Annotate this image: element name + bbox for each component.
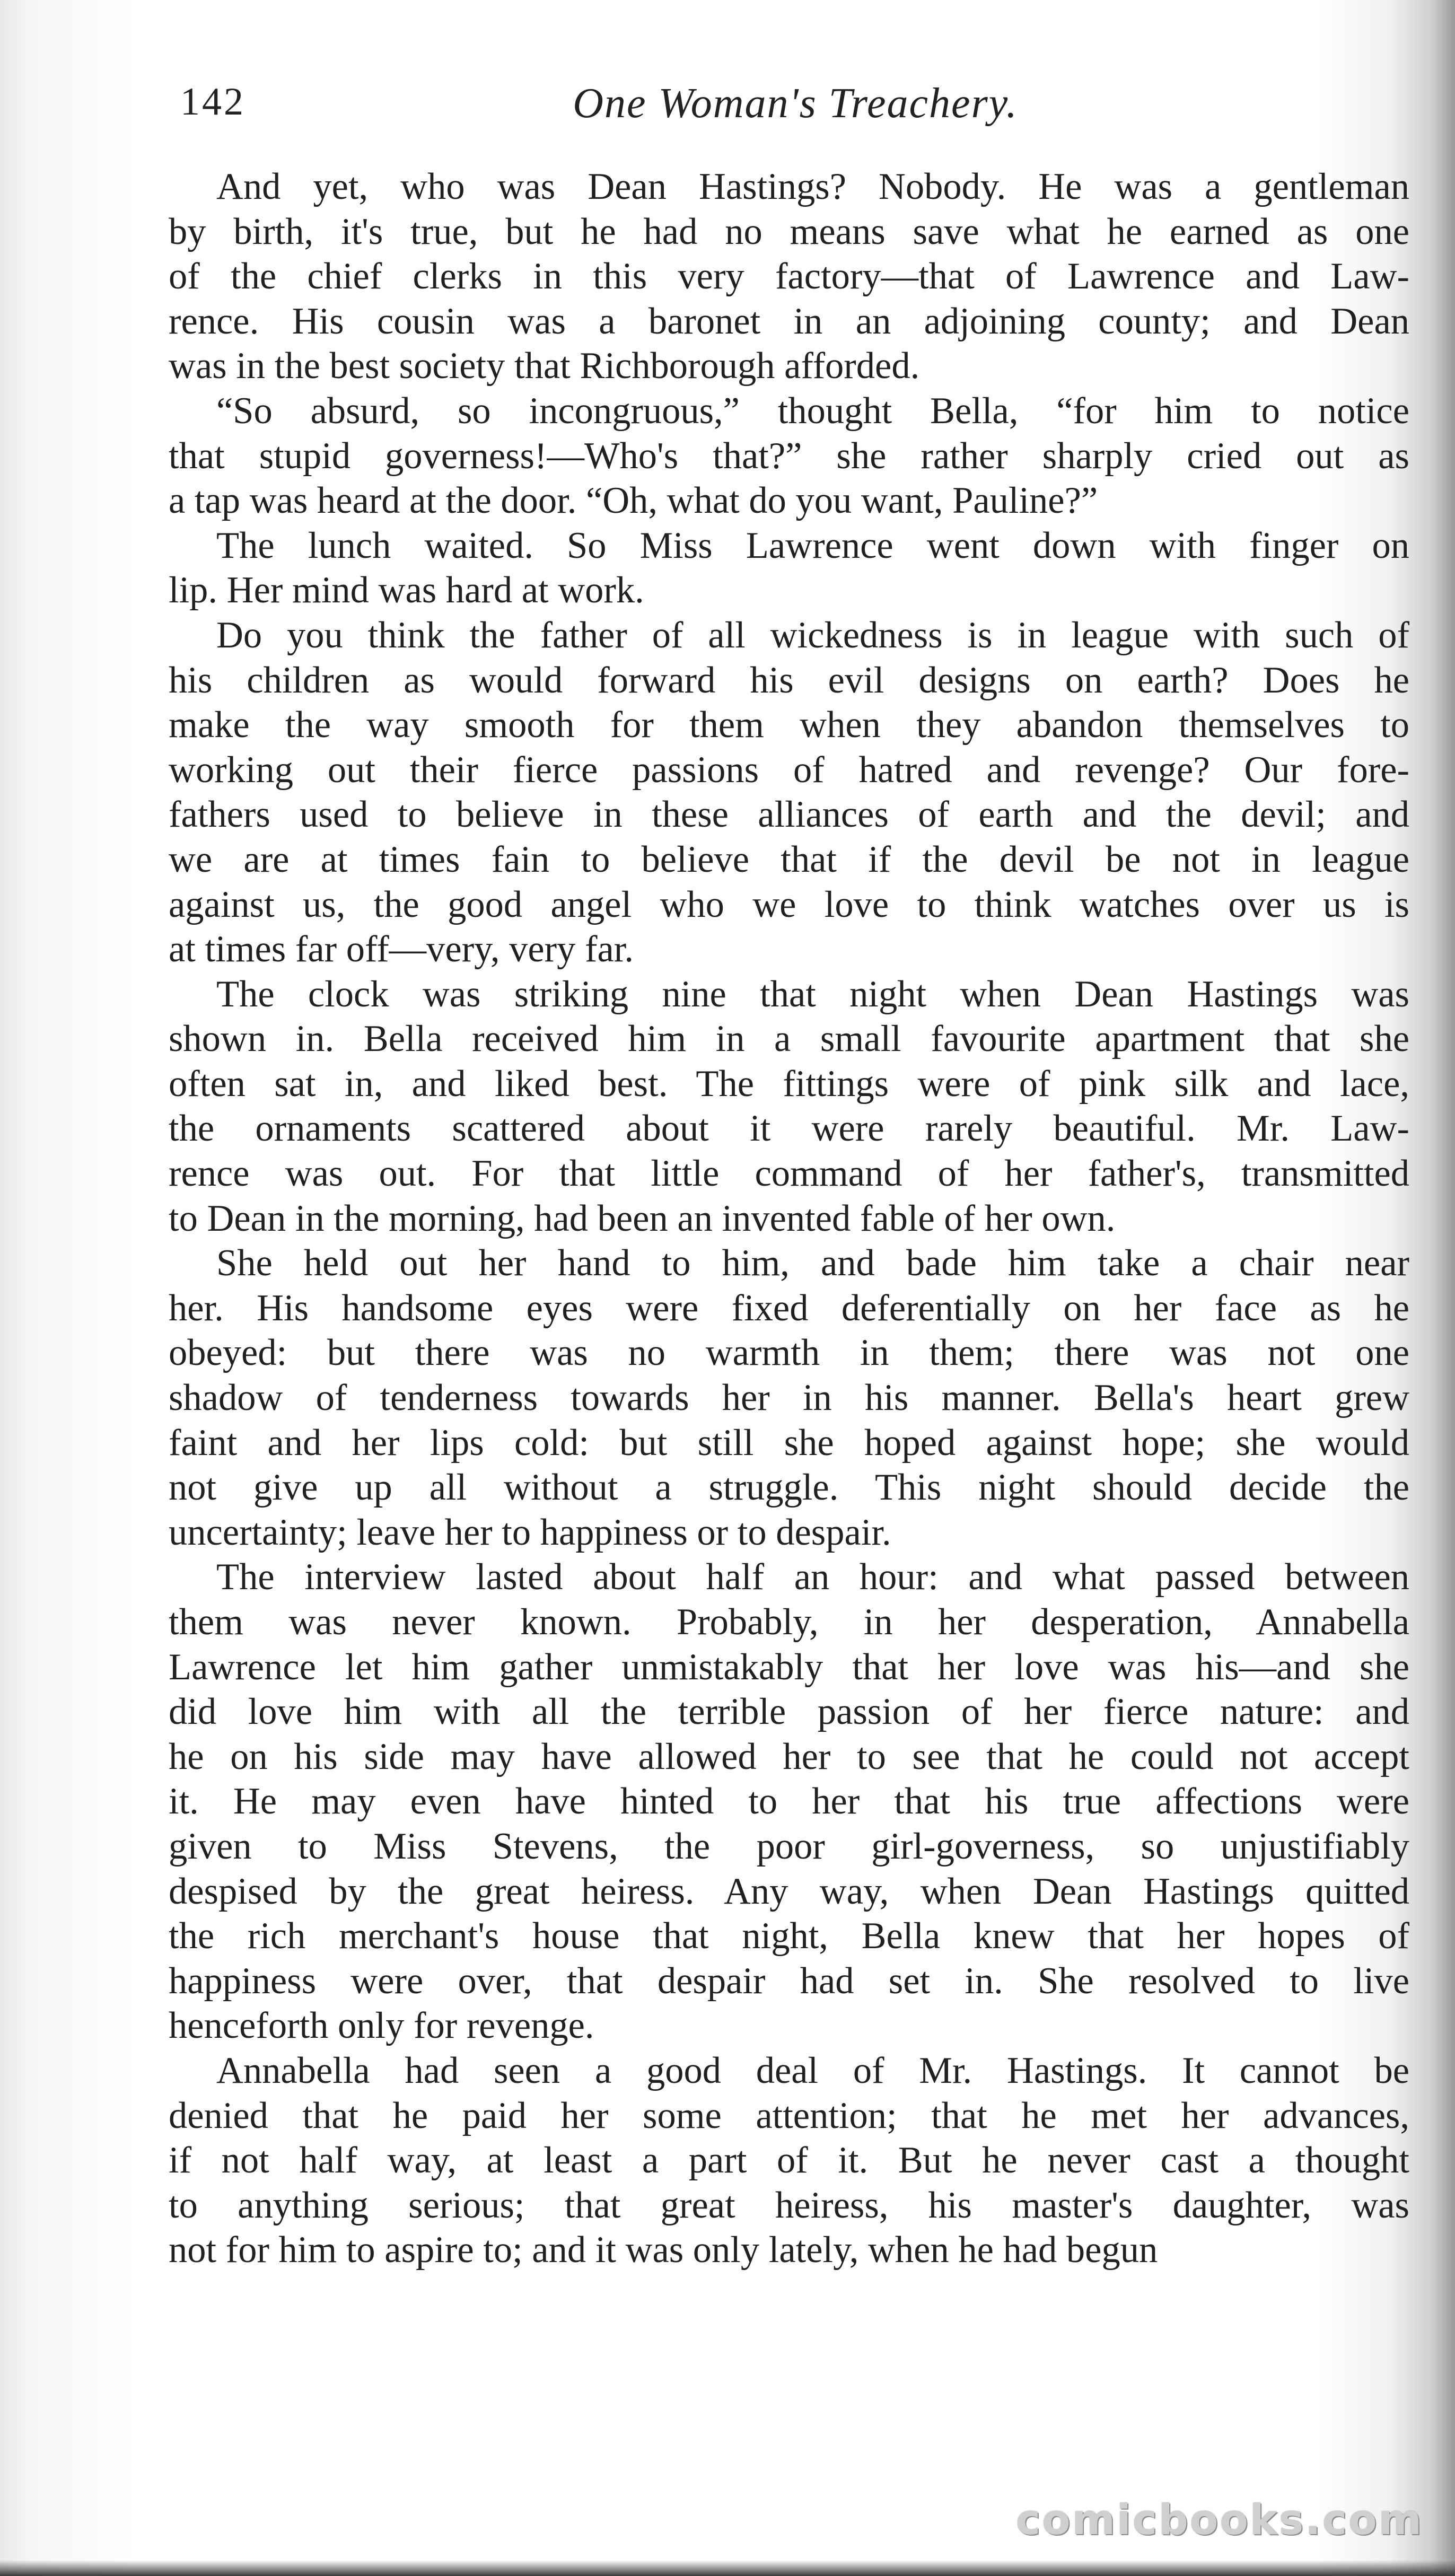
text-line: we are at times fain to believe that if the devil be not in league bbox=[169, 838, 1409, 880]
paragraph bbox=[169, 613, 1409, 972]
text-line: rence. His cousin was a baronet in an adjoining county; and Dean bbox=[169, 300, 1409, 342]
text-line: at times far off—very, very far. bbox=[169, 928, 634, 970]
text-line: working out their fierce passions of hatred and revenge? Our fore- bbox=[169, 749, 1409, 791]
text-line: did love him with all the terrible passion of her fierce nature: and bbox=[169, 1691, 1409, 1733]
text-line: them was never known. Probably, in her desperation, Annabella bbox=[169, 1601, 1409, 1643]
text-line: “So absurd, so incongruous,” thought Bella, “for him to notice bbox=[216, 390, 1409, 432]
page-header bbox=[180, 80, 1410, 138]
text-line: uncertainty; leave her to happiness or to despair. bbox=[169, 1511, 891, 1553]
text-line: And yet, who was Dean Hastings? Nobody. He was a gentleman bbox=[216, 166, 1409, 207]
text-line: by birth, it's true, but he had no means save what he earned as one bbox=[169, 211, 1409, 252]
text-line: henceforth only for revenge. bbox=[169, 2005, 594, 2047]
text-line: She held out her hand to him, and bade him take a chair near bbox=[216, 1242, 1409, 1284]
text-line: Annabella had seen a good deal of Mr. Hastings. It cannot be bbox=[216, 2049, 1409, 2091]
text-line: The interview lasted about half an hour: and what passed between bbox=[216, 1556, 1409, 1598]
text-line: lip. Her mind was hard at work. bbox=[169, 569, 644, 611]
text-line: fathers used to believe in these alliances of earth and the devil; and bbox=[169, 794, 1409, 836]
page-number: 142 bbox=[180, 80, 246, 124]
text-line: not give up all without a struggle. This night should decide the bbox=[169, 1467, 1409, 1509]
text-line: it. He may even have hinted to her that his true affections were bbox=[169, 1781, 1409, 1823]
text-line: her. His handsome eyes were fixed deferentially on her face as he bbox=[169, 1287, 1409, 1329]
watermark: comicbooks.com bbox=[1015, 2496, 1423, 2544]
text-line: of the chief clerks in this very factory—that of Lawrence and Law- bbox=[169, 256, 1409, 297]
page-bottom-edge bbox=[0, 2560, 1455, 2576]
text-line: rence was out. For that little command of her father's, transmitted bbox=[169, 1153, 1409, 1195]
paragraph bbox=[169, 164, 1409, 389]
text-line: shown in. Bella received him in a small favourite apartment that she bbox=[169, 1018, 1409, 1060]
paragraph bbox=[169, 1555, 1409, 2048]
body-text bbox=[169, 164, 1409, 2273]
running-title: One Woman's Treachery. bbox=[573, 80, 1018, 127]
text-line: Lawrence let him gather unmistakably that her love was his—and she bbox=[169, 1646, 1409, 1688]
paragraph bbox=[169, 389, 1409, 523]
text-line: if not half way, at least a part of it. But he never cast a thought bbox=[169, 2140, 1409, 2181]
text-line: against us, the good angel who we love to think watches over us is bbox=[169, 883, 1409, 925]
text-line: to Dean in the morning, had been an invented fable of her own. bbox=[169, 1197, 1116, 1239]
text-line: he on his side may have allowed her to see that he could not accept bbox=[169, 1736, 1409, 1777]
text-line: the rich merchant's house that night, Bella knew that her hopes of bbox=[169, 1915, 1409, 1957]
text-line: denied that he paid her some attention; that he met her advances, bbox=[169, 2095, 1409, 2136]
text-line: despised by the great heiress. Any way, when Dean Hastings quitted bbox=[169, 1870, 1409, 1912]
paragraph bbox=[169, 2048, 1409, 2273]
text-line: often sat in, and liked best. The fittings were of pink silk and lace, bbox=[169, 1063, 1409, 1105]
paragraph bbox=[169, 523, 1409, 613]
text-line: make the way smooth for them when they abandon themselves to bbox=[169, 704, 1409, 746]
text-line: to anything serious; that great heiress, his master's daughter, was bbox=[169, 2184, 1409, 2226]
paragraph bbox=[169, 972, 1409, 1241]
text-line: was in the best society that Richborough afforded. bbox=[169, 345, 920, 387]
text-line: shadow of tenderness towards her in his manner. Bella's heart grew bbox=[169, 1377, 1409, 1419]
text-line: given to Miss Stevens, the poor girl-governess, so unjustifiably bbox=[169, 1825, 1409, 1867]
text-line: the ornaments scattered about it were rarely beautiful. Mr. Law- bbox=[169, 1108, 1409, 1150]
text-line: Do you think the father of all wickedness is in league with such of bbox=[216, 614, 1409, 656]
text-line: that stupid governess!—Who's that?” she rather sharply cried out as bbox=[169, 435, 1409, 477]
text-line: his children as would forward his evil designs on earth? Does he bbox=[169, 659, 1409, 701]
text-line: obeyed: but there was no warmth in them; there was not one bbox=[169, 1332, 1409, 1374]
text-line: The lunch waited. So Miss Lawrence went down with finger on bbox=[216, 524, 1409, 566]
text-line: The clock was striking nine that night when Dean Hastings was bbox=[216, 973, 1409, 1015]
text-line: faint and her lips cold: but still she hoped against hope; she would bbox=[169, 1422, 1409, 1464]
text-line: happiness were over, that despair had set in. She resolved to live bbox=[169, 1960, 1409, 2002]
text-line: a tap was heard at the door. “Oh, what do you want, Pauline?” bbox=[169, 480, 1098, 522]
text-line: not for him to aspire to; and it was only lately, when he had begun bbox=[169, 2229, 1158, 2271]
paragraph bbox=[169, 1241, 1409, 1555]
